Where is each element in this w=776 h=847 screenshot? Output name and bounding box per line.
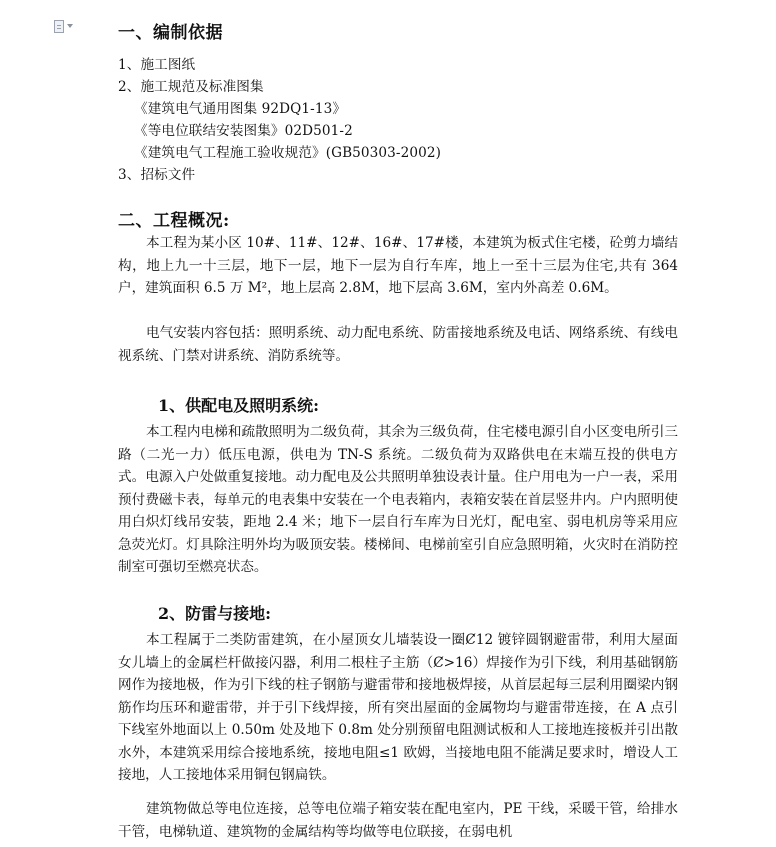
chevron-down-icon [67, 24, 73, 28]
lightning-grounding-paragraph: 本工程属于二类防雷建筑，在小屋顶女儿墙装设一圈Ȼ12 镀锌圆钢避雷带，利用大屋面女儿墙上的金属栏杆做接闪器，利用二根柱子主筋（Ȼ>16）焊接作为引下线，利用基础钢筋网作为接地极，作为引下线的柱子钢筋与避雷带和接地极焊接，从首层起每三层利用圈梁内钢筋作均压环和避雷带，并于引下线焊接，所有突出屋面的金属物均与避雷带连接，在 A 点引下线室外地面以上 0.50m 处及地下 0.8m 处分别预留电阻测试板和人工接地连接板并引出散水外，本建筑采用综合接地系统，接地电阻≤1 欧姆，当接地电阻不能满足要求时，增设人工接地，人工接地体采用铜包钢扁铁。 [118, 632, 678, 783]
page-icon [54, 20, 64, 33]
list-item: 2、施工规范及标准图集 [118, 79, 264, 95]
subsection-1-title: 1、供配电及照明系统: [158, 396, 320, 415]
section-2-title: 二、工程概况: [118, 211, 230, 231]
list-item: 《等电位联结安装图集》02D501-2 [134, 123, 353, 139]
document-icon[interactable] [54, 18, 80, 34]
equipotential-paragraph: 建筑物做总等电位连接，总等电位端子箱安装在配电室内，PE 干线，采暖干管，给排水干管，电梯轨道、建筑物的金属结构等均做等电位联接，在弱电机 [118, 801, 678, 840]
power-lighting-paragraph: 本工程内电梯和疏散照明为二级负荷，其余为三级负荷，住宅楼电源引自小区变电所引三路（二光一力）低压电源，供电为 TN-S 系统。二级负荷为双路供电在末端互投的供电方式。电源入户处做重复接地。动力配电及公共照明单独设表计量。住户用电为一户一表，采用预付费磁卡表，每单元的电表集中安装在一个电表箱内，表箱安装在首层竖井内。户内照明使用白炽灯线吊安装，距地 2.4 米；地下一层自行车库为日光灯，配电室、弱电机房等采用应急荧光灯。灯具除注明外均为吸顶安装。楼梯间、电梯前室引自应急照明箱，火灾时在消防控制室可强切至燃亮状态。 [118, 424, 678, 575]
list-item: 1、施工图纸 [118, 57, 196, 73]
subsection-2-title: 2、防雷与接地: [158, 604, 272, 623]
list-item: 3、招标文件 [118, 167, 196, 183]
section-1-title: 一、编制依据 [118, 23, 223, 43]
electrical-scope-paragraph: 电气安装内容包括：照明系统、动力配电系统、防雷接地系统及电话、网络系统、有线电视系统、门禁对讲系统、消防系统等。 [118, 325, 678, 364]
list-item: 《建筑电气工程施工验收规范》(GB50303-2002) [134, 145, 441, 161]
overview-paragraph: 本工程为某小区 10#、11#、12#、16#、17#楼，本建筑为板式住宅楼，砼剪力墙结构，地上九一十三层，地下一层，地下一层为自行车库，地上一至十三层为住宅,共有 364 户，建筑面积 6.5 万 M²，地上层高 2.8M，地下层高 3.6M，室内外高差 0.6M。 [118, 235, 678, 296]
list-item: 《建筑电气通用图集 92DQ1-13》 [134, 101, 347, 117]
